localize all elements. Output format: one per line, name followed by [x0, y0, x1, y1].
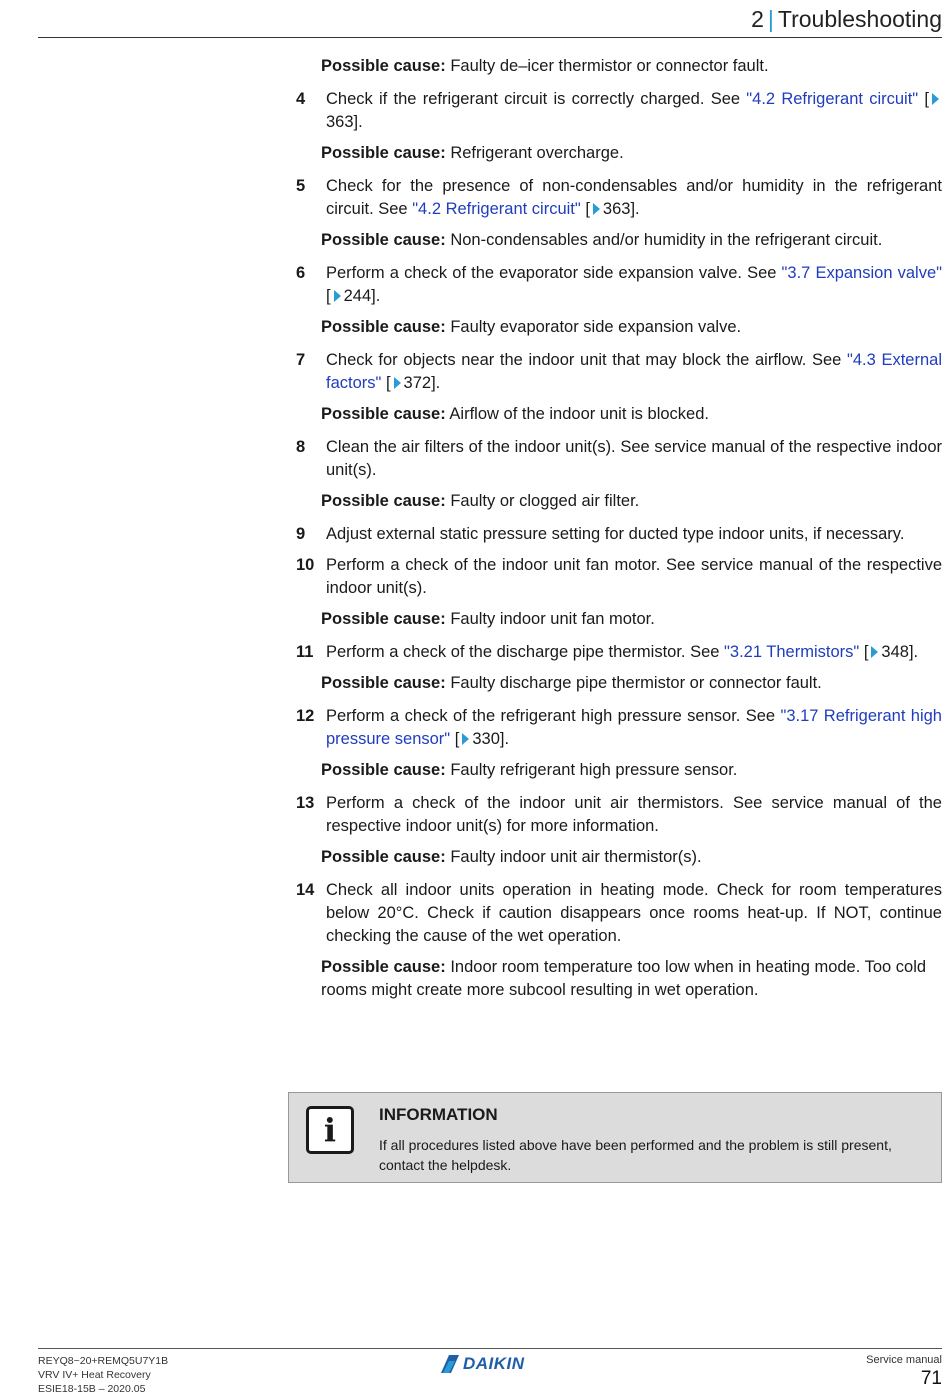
step-body: Perform a check of the evaporator side expansion valve. See	[326, 264, 782, 282]
step-text	[326, 879, 942, 948]
cross-reference-link[interactable]: "4.2 Refrigerant circuit"	[412, 200, 581, 218]
possible-cause	[321, 846, 942, 869]
step-text: Perform a check of the refrigerant high pressure sensor. See "3.17 Refrigerant high pressure sensor" [ 330].	[326, 707, 942, 748]
page-arrow-icon	[462, 733, 469, 745]
cause-text: Faulty refrigerant high pressure sensor.	[450, 761, 738, 779]
cause-label: Possible cause:	[321, 674, 446, 692]
possible-cause	[321, 608, 942, 631]
step-text: Check for objects near the indoor unit that may block the airflow. See "4.3 External factors" [ 372].	[326, 351, 942, 392]
step-item	[296, 88, 942, 134]
cause-text: Faulty indoor unit fan motor.	[450, 610, 655, 628]
page-reference[interactable]: 363	[326, 113, 354, 131]
daikin-logo-icon	[439, 1353, 461, 1375]
chapter-title: Troubleshooting	[777, 6, 942, 32]
cause-label: Possible cause:	[321, 761, 446, 779]
cause-label: Possible cause:	[321, 318, 446, 336]
chapter-heading	[751, 6, 942, 33]
cause-label: Possible cause:	[321, 848, 446, 866]
page-header	[38, 0, 942, 38]
cross-reference-link[interactable]: "4.3 External factors"	[326, 351, 942, 392]
possible-cause	[321, 956, 942, 1002]
cause-label: Possible cause:	[321, 610, 446, 628]
footer-doc-type: Service manual	[866, 1354, 942, 1366]
footer-series: VRV IV+ Heat Recovery	[38, 1369, 151, 1381]
footer-doc-info	[38, 1354, 168, 1394]
step-item	[296, 436, 942, 482]
step-item	[296, 175, 942, 221]
step-number: 13	[296, 794, 315, 812]
footer-doc-id: ESIE18-15B – 2020.05	[38, 1383, 146, 1394]
cross-reference-link[interactable]: "3.7 Expansion valve"	[781, 264, 942, 282]
cause-text: Airflow of the indoor unit is blocked.	[449, 405, 709, 423]
step-number: 12	[296, 707, 315, 725]
step-body: Check for the presence of non-condensables and/or humidity in the refrigerant circuit. See	[326, 177, 942, 218]
step-body: Adjust external static pressure setting for ducted type indoor units, if necessary.	[326, 525, 905, 543]
step-body: Perform a check of the indoor unit air thermistors. See service manual of the respective indoor unit(s) for more information.	[326, 794, 942, 835]
cause-text: Indoor room temperature too low when in heating mode. Too cold rooms might create more subcool resulting in wet operation.	[321, 958, 927, 999]
step-number: 7	[296, 351, 306, 369]
step-text: Check if the refrigerant circuit is correctly charged. See "4.2 Refrigerant circuit" [363].	[326, 88, 942, 134]
cause-label: Possible cause:	[321, 405, 446, 423]
page-reference[interactable]: 348	[881, 643, 909, 661]
step-body: Check all indoor units operation in heating mode. Check for room temperatures below 20°C. Check if caution disappears once rooms heat-up. If NOT, continue checking the cause of the wet operation.	[326, 881, 942, 945]
step-item	[296, 705, 942, 751]
step-number: 10	[296, 556, 315, 574]
step-body: Perform a check of the discharge pipe thermistor. See	[326, 643, 725, 661]
step-number: 6	[296, 264, 306, 282]
step-number: 5	[296, 177, 306, 195]
page-arrow-icon	[394, 377, 401, 389]
cause-text: Faulty or clogged air filter.	[450, 492, 640, 510]
step-text	[326, 436, 942, 482]
page-arrow-icon	[871, 646, 878, 658]
info-icon: i	[306, 1106, 354, 1154]
cross-reference-link[interactable]: "3.17 Refrigerant high pressure sensor"	[326, 707, 942, 748]
info-title: INFORMATION	[379, 1105, 498, 1124]
cause-text: Faulty evaporator side expansion valve.	[450, 318, 742, 336]
step-body: Perform a check of the refrigerant high pressure sensor. See	[326, 707, 781, 725]
page-reference[interactable]: 363	[602, 200, 631, 218]
brand-name: DAIKIN	[463, 1354, 525, 1373]
step-item	[296, 523, 942, 546]
step-body: Check if the refrigerant circuit is correctly charged. See	[326, 90, 747, 108]
cross-reference-link[interactable]: "3.21 Thermistors"	[724, 643, 860, 661]
step-item	[296, 792, 942, 838]
cause-text: Refrigerant overcharge.	[450, 144, 624, 162]
cause-text: Faulty discharge pipe thermistor or connector fault.	[450, 674, 822, 692]
possible-cause	[321, 672, 942, 695]
page-number: 71	[920, 1368, 942, 1389]
step-item	[296, 349, 942, 395]
step-text: Perform a check of the discharge pipe thermistor. See "3.21 Thermistors" [ 348].	[326, 643, 919, 661]
step-text: Check for the presence of non-condensables and/or humidity in the refrigerant circuit. See "4.2 Refrigerant circuit" [ 363].	[326, 177, 942, 218]
cause-text: Non-condensables and/or humidity in the refrigerant circuit.	[450, 231, 883, 249]
possible-cause	[321, 490, 942, 513]
possible-cause	[321, 229, 942, 252]
cause-label: Possible cause:	[321, 57, 446, 75]
page-reference[interactable]: 330	[472, 730, 500, 748]
cause-text: Faulty de–icer thermistor or connector fault.	[450, 57, 769, 75]
page-arrow-icon	[932, 93, 939, 105]
page-reference[interactable]: 372	[403, 374, 432, 392]
possible-cause	[321, 403, 942, 426]
cross-reference-link[interactable]: "4.2 Refrigerant circuit"	[746, 90, 919, 108]
footer-rule	[38, 1348, 942, 1349]
footer-model: REYQ8~20+REMQ5U7Y1B	[38, 1355, 169, 1367]
step-text	[326, 792, 942, 838]
cause-text: Faulty indoor unit air thermistor(s).	[450, 848, 702, 866]
step-text	[326, 523, 942, 546]
cause-label: Possible cause:	[321, 231, 446, 249]
step-number: 4	[296, 90, 306, 108]
step-text	[326, 554, 942, 600]
step-number: 8	[296, 438, 306, 456]
cause-label: Possible cause:	[321, 492, 446, 510]
possible-cause	[321, 142, 942, 165]
possible-cause	[321, 759, 942, 782]
step-body: Clean the air filters of the indoor unit(s). See service manual of the respective indoor unit(s).	[326, 438, 942, 479]
troubleshooting-steps	[296, 55, 942, 1012]
step-body: Check for objects near the indoor unit that may block the airflow. See	[326, 351, 848, 369]
step-item	[296, 879, 942, 948]
step-body: Perform a check of the indoor unit fan motor. See service manual of the respective indoor unit(s).	[326, 556, 942, 597]
step-item	[296, 554, 942, 600]
cause-label: Possible cause:	[321, 144, 446, 162]
step-number: 11	[296, 643, 314, 661]
info-text: If all procedures listed above have been performed and the problem is still present, contact the helpdesk.	[379, 1137, 892, 1173]
step-item	[296, 262, 942, 308]
chapter-number: 2	[751, 6, 764, 32]
daikin-logo	[439, 1353, 549, 1375]
step-text: Perform a check of the evaporator side expansion valve. See "3.7 Expansion valve" [ 244].	[326, 264, 942, 305]
step-item	[296, 641, 942, 664]
page-arrow-icon	[593, 203, 600, 215]
possible-cause	[321, 55, 942, 78]
header-separator: |	[767, 6, 774, 32]
page-reference[interactable]: 244	[343, 287, 372, 305]
page-arrow-icon	[334, 290, 341, 302]
possible-cause	[321, 316, 942, 339]
cause-label: Possible cause:	[321, 958, 446, 976]
information-box	[288, 1092, 942, 1183]
step-number: 14	[296, 881, 315, 899]
step-number: 9	[296, 525, 306, 543]
